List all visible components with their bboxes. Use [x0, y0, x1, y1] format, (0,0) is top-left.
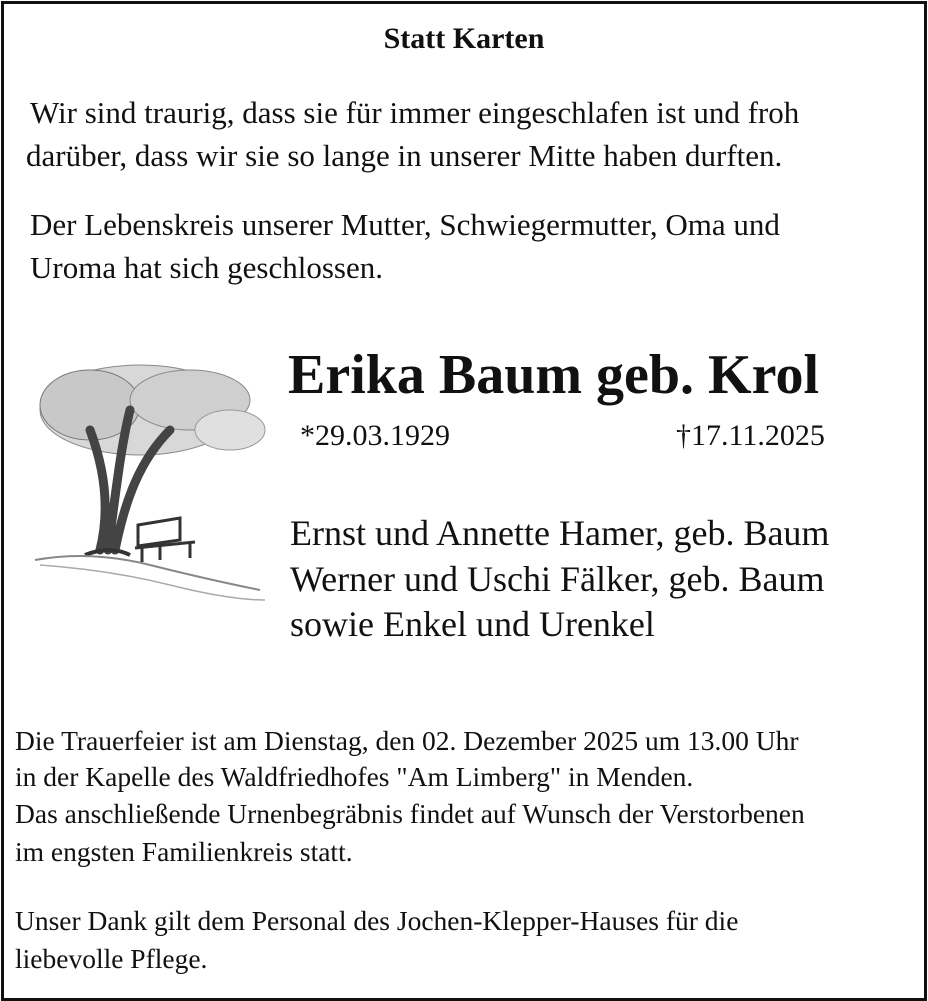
- circle-line: Der Lebenskreis unserer Mutter, Schwiegermutter, Oma und: [30, 207, 780, 242]
- circle-line: Uroma hat sich geschlossen.: [30, 250, 383, 285]
- birth-date: *29.03.1929: [300, 419, 450, 452]
- family-line: sowie Enkel und Urenkel: [290, 604, 655, 644]
- heading: Statt Karten: [383, 22, 545, 55]
- funeral-line: Die Trauerfeier ist am Dienstag, den 02. Dezember 2025 um 13.00 Uhr: [15, 725, 799, 756]
- intro-line: darüber, dass wir sie so lange in unserer Mitte haben durften.: [26, 138, 783, 173]
- funeral-line: in der Kapelle des Waldfriedhofes "Am Limberg" in Menden.: [15, 761, 694, 792]
- thanks-line: liebevolle Pflege.: [15, 943, 208, 974]
- family-line: Ernst und Annette Hamer, geb. Baum: [290, 513, 830, 553]
- funeral-line: Das anschließende Urnenbegräbnis findet auf Wunsch der Verstorbenen: [15, 798, 805, 829]
- thanks-line: Unser Dank gilt dem Personal des Jochen-Klepper-Hauses für die: [15, 905, 739, 936]
- funeral-line: im engsten Familienkreis statt.: [15, 836, 353, 867]
- deceased-name: Erika Baum geb. Krol: [288, 344, 820, 406]
- intro-line: Wir sind traurig, dass sie für immer eingeschlafen ist und froh: [30, 95, 800, 130]
- death-date: †17.11.2025: [676, 419, 825, 452]
- tree-bench-illustration: [30, 350, 270, 625]
- family-line: Werner und Uschi Fälker, geb. Baum: [290, 559, 825, 599]
